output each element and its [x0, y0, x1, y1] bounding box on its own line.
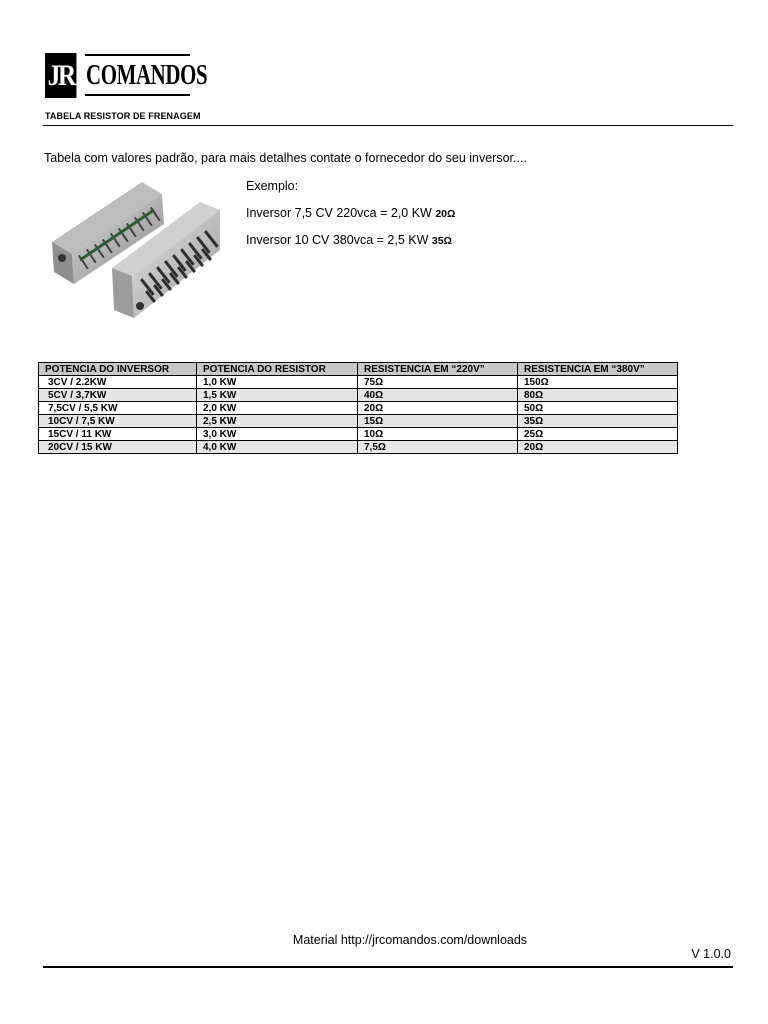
header-resistance-380v: RESISTENCIA EM “380V”: [518, 363, 678, 376]
cell-resistance-220v: 20Ω: [358, 402, 518, 415]
logo-rule-top: [85, 54, 190, 56]
cell-resistor-power: 1,5 KW: [197, 389, 358, 402]
footer-divider: [43, 966, 733, 968]
table-row: [39, 441, 678, 454]
company-logo: [45, 53, 208, 98]
cell-resistance-380v: 80Ω: [518, 389, 678, 402]
document-title: TABELA RESISTOR DE FRENAGEM: [45, 111, 201, 121]
braking-resistor-photo: [50, 180, 222, 324]
table-row: [39, 389, 678, 402]
table-row: [39, 415, 678, 428]
example-text: Inversor 7,5 CV 220vca = 2,0 KW: [246, 206, 436, 220]
cell-resistance-380v: 150Ω: [518, 376, 678, 389]
cell-resistance-220v: 10Ω: [358, 428, 518, 441]
cell-resistance-220v: 40Ω: [358, 389, 518, 402]
cell-inverter-power: 5CV / 3,7KW: [39, 389, 197, 402]
cell-inverter-power: 15CV / 11 KW: [39, 428, 197, 441]
cell-resistance-220v: 7,5Ω: [358, 441, 518, 454]
logo-rule-bottom: [85, 94, 190, 96]
cell-resistance-380v: 50Ω: [518, 402, 678, 415]
example-text: Inversor 10 CV 380vca = 2,5 KW: [246, 233, 432, 247]
intro-text: Tabela com valores padrão, para mais detalhes contate o fornecedor do seu inversor....: [44, 151, 527, 165]
version-label: V 1.0.0: [691, 947, 731, 961]
header-resistance-220v: RESISTENCIA EM “220V”: [358, 363, 518, 376]
cell-resistor-power: 2,0 KW: [197, 402, 358, 415]
logo-jr-mark: JR: [45, 53, 76, 98]
example-line: [246, 233, 452, 247]
cell-resistor-power: 2,5 KW: [197, 415, 358, 428]
cell-inverter-power: 3CV / 2.2KW: [39, 376, 197, 389]
example-ohm-value: 35Ω: [431, 235, 452, 247]
cell-resistor-power: 4,0 KW: [197, 441, 358, 454]
logo-wordmark: COMANDOS: [86, 59, 208, 91]
footer-material-link[interactable]: Material http://jrcomandos.com/downloads: [292, 933, 528, 947]
cell-resistance-220v: 15Ω: [358, 415, 518, 428]
table-row: [39, 376, 678, 389]
header-divider: [43, 125, 733, 126]
resistor-table: [38, 362, 678, 454]
cell-inverter-power: 10CV / 7,5 KW: [39, 415, 197, 428]
cell-inverter-power: 7,5CV / 5,5 KW: [39, 402, 197, 415]
cell-inverter-power: 20CV / 15 KW: [39, 441, 197, 454]
cell-resistance-380v: 25Ω: [518, 428, 678, 441]
header-inverter-power: POTENCIA DO INVERSOR: [39, 363, 197, 376]
example-line: [246, 206, 455, 220]
header-resistor-power: POTENCIA DO RESISTOR: [197, 363, 358, 376]
example-ohm-value: 20Ω: [435, 208, 456, 220]
cell-resistor-power: 1,0 KW: [197, 376, 358, 389]
cell-resistance-220v: 75Ω: [358, 376, 518, 389]
cell-resistance-380v: 35Ω: [518, 415, 678, 428]
cell-resistor-power: 3,0 KW: [197, 428, 358, 441]
example-label: Exemplo:: [246, 179, 299, 193]
table-row: [39, 428, 678, 441]
table-row: [39, 402, 678, 415]
table-header-row: [39, 363, 678, 376]
cell-resistance-380v: 20Ω: [518, 441, 678, 454]
